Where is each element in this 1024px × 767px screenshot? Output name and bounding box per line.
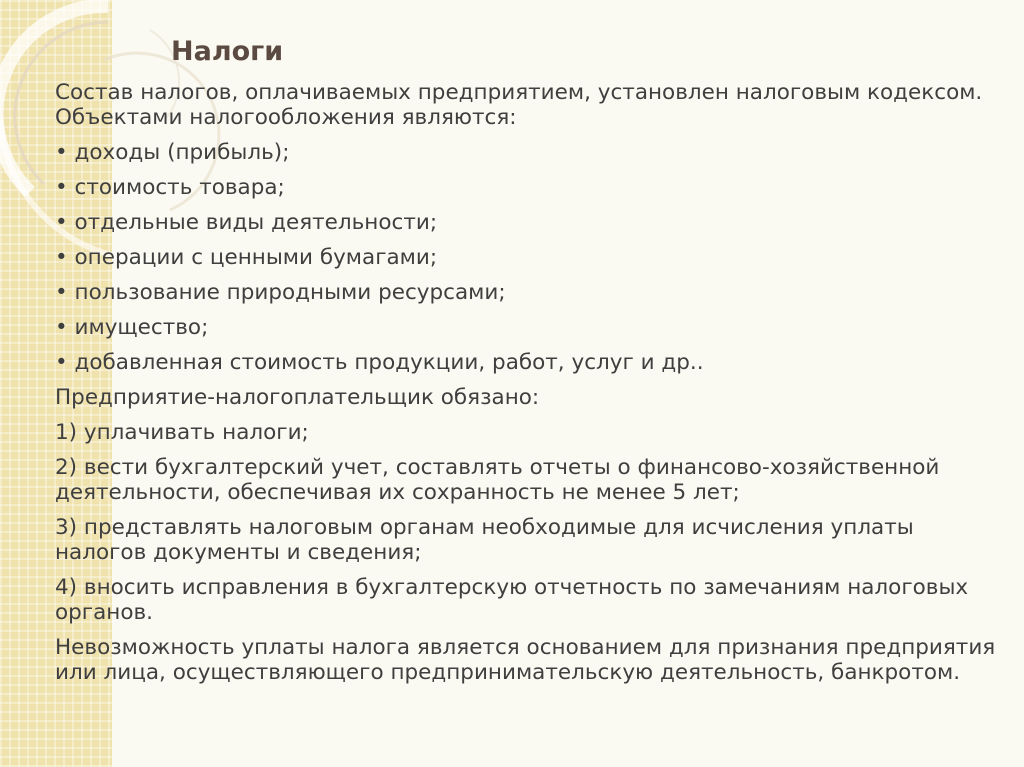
list-item: • имущество;	[55, 315, 209, 340]
list-item: • доходы (прибыль);	[55, 140, 290, 165]
obligations-heading: Предприятие-налогоплательщик обязано:	[55, 385, 540, 410]
intro-paragraph: Состав налогов, оплачиваемых предприятием, установлен налоговым кодексом. Объектами налогообложения являются:	[55, 80, 983, 130]
conclusion-paragraph: Невозможность уплаты налога является основанием для признания предприятия или лица, осуществляющего предпринимательскую деятельность, банкротом.	[55, 635, 996, 685]
list-item: • добавленная стоимость продукции, работ, услуг и др..	[55, 350, 704, 375]
list-item: • пользование природными ресурсами;	[55, 280, 506, 305]
list-item: • отдельные виды деятельности;	[55, 210, 438, 235]
obligation-item: 3) представлять налоговым органам необходимые для исчисления уплаты налогов документы и сведения;	[55, 515, 914, 565]
obligation-item: 1) уплачивать налоги;	[55, 420, 309, 445]
slide-body	[55, 80, 1005, 695]
obligation-item: 4) вносить исправления в бухгалтерскую отчетность по замечаниям налоговых органов.	[55, 575, 969, 625]
slide-title: Налоги	[171, 36, 284, 67]
list-item: • операции с ценными бумагами;	[55, 245, 438, 270]
list-item: • стоимость товара;	[55, 175, 285, 200]
obligation-item: 2) вести бухгалтерский учет, составлять отчеты о финансово-хозяйственной деятельности, обеспечивая их сохранность не менее 5 лет;	[55, 455, 940, 505]
